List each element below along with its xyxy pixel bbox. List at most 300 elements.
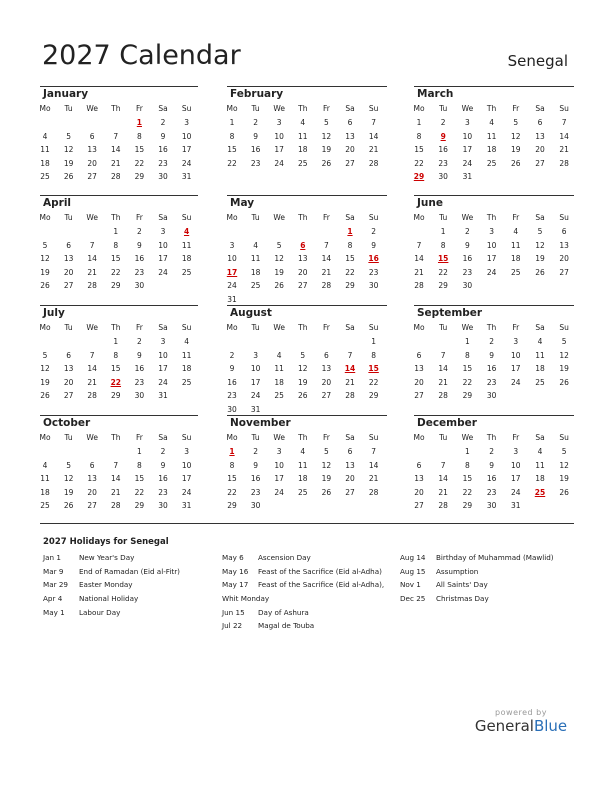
day-cell: 27 (345, 487, 355, 497)
day-cell: 23 (227, 391, 237, 401)
day-cell: 3 (160, 337, 166, 346)
day-cell: 17 (250, 377, 261, 387)
day-cell: 21 (414, 267, 424, 277)
weekday-label: Tu (439, 104, 448, 113)
day-cell: 8 (440, 240, 446, 250)
day-cell: 7 (89, 350, 95, 360)
day-cell: 12 (63, 474, 74, 484)
day-cell: 22 (227, 158, 237, 168)
weekday-label: Fr (135, 213, 143, 222)
day-cell: 10 (486, 240, 497, 250)
day-cell: 1 (371, 337, 376, 346)
day-cell: 2 (160, 447, 166, 456)
day-cell: 12 (535, 240, 545, 250)
day-cell: 24 (274, 487, 284, 497)
holiday-day-cell: 1 (136, 118, 142, 127)
weekday-label: Tu (251, 213, 260, 222)
month-rule (414, 415, 574, 416)
holiday-name: Christmas Day (436, 594, 489, 604)
day-cell: 2 (489, 447, 494, 456)
day-cell: 5 (66, 460, 71, 470)
day-cell: 17 (158, 364, 168, 374)
day-cell: 6 (537, 118, 543, 127)
day-cell: 4 (537, 337, 543, 346)
day-cell: 30 (462, 281, 473, 291)
day-cell: 19 (63, 487, 74, 497)
day-cell: 20 (87, 487, 97, 497)
day-cell: 27 (345, 158, 355, 168)
day-cell: 24 (181, 487, 192, 497)
day-cell: 5 (66, 131, 71, 141)
day-cell: 24 (181, 158, 192, 168)
day-cell: 14 (414, 254, 424, 264)
day-cell: 15 (111, 254, 121, 264)
day-cell: 2 (489, 337, 494, 346)
day-cell: 15 (111, 364, 121, 374)
weekday-label: Sa (535, 323, 545, 332)
month-name: July (43, 307, 65, 319)
weekday-label: Tu (64, 213, 73, 222)
day-cell: 1 (465, 447, 470, 456)
day-cell: 13 (63, 254, 74, 264)
day-cell: 8 (465, 350, 470, 360)
day-cell: 24 (486, 267, 497, 277)
day-cell: 11 (181, 350, 192, 360)
weekday-label: Mo (39, 323, 51, 332)
day-cell: 22 (345, 267, 355, 277)
day-cell: 4 (300, 118, 306, 127)
day-cell: 22 (134, 487, 145, 497)
day-cell: 25 (181, 377, 192, 387)
day-cell: 15 (227, 145, 237, 155)
month-rule (414, 86, 574, 87)
day-cell: 26 (63, 501, 74, 511)
holiday-day-cell: 15 (368, 364, 379, 374)
day-cell: 6 (347, 447, 353, 456)
day-cell: 27 (321, 391, 332, 401)
month-rule (227, 305, 387, 306)
day-cell: 7 (440, 350, 446, 360)
day-cell: 9 (489, 460, 494, 470)
day-cell: 30 (486, 391, 497, 401)
day-cell: 5 (324, 447, 329, 456)
weekday-label: Mo (413, 213, 425, 222)
day-cell: 6 (324, 350, 329, 360)
month-rule (227, 195, 387, 196)
day-cell: 8 (113, 240, 119, 250)
day-cell: 3 (229, 240, 235, 250)
day-cell: 8 (416, 131, 422, 141)
holiday-date: Jun 15 (222, 607, 245, 617)
day-cell: 23 (250, 487, 261, 497)
day-cell: 27 (535, 158, 545, 168)
weekday-label: Sa (345, 104, 355, 113)
day-cell: 27 (298, 281, 308, 291)
month-rule (227, 415, 387, 416)
page-title: 2027 Calendar (42, 40, 241, 71)
day-cell: 1 (113, 337, 119, 346)
holiday-day-cell: 16 (368, 254, 379, 264)
month-name: April (43, 197, 72, 209)
weekday-label: Fr (322, 323, 330, 332)
day-cell: 9 (465, 240, 470, 250)
weekday-label: Mo (39, 213, 51, 222)
day-cell: 26 (559, 377, 569, 387)
day-cell: 4 (42, 131, 48, 141)
weekday-label: Su (368, 433, 379, 442)
day-cell: 24 (511, 487, 521, 497)
day-cell: 20 (535, 145, 545, 155)
day-cell: 12 (321, 131, 332, 141)
day-cell: 20 (559, 254, 569, 264)
day-cell: 9 (371, 240, 376, 250)
day-cell: 6 (561, 227, 567, 236)
day-cell: 19 (63, 158, 74, 168)
day-cell: 13 (87, 145, 97, 155)
day-cell: 13 (298, 254, 308, 264)
weekday-label: Su (181, 213, 192, 222)
day-cell: 29 (462, 501, 473, 511)
weekday-label: Fr (322, 433, 330, 442)
day-cell: 18 (535, 474, 545, 484)
day-cell: 10 (227, 254, 237, 264)
holiday-name: Assumption (436, 566, 479, 576)
weekday-label: Fr (512, 323, 520, 332)
day-cell: 1 (440, 227, 446, 236)
holiday-day-cell: 22 (110, 377, 122, 387)
weekday-label: Mo (413, 433, 425, 442)
day-cell: 2 (371, 227, 376, 236)
day-cell: 17 (274, 145, 284, 155)
day-cell: 10 (250, 364, 261, 374)
weekday-label: Th (111, 104, 121, 113)
day-cell: 25 (181, 267, 192, 277)
day-cell: 17 (462, 145, 473, 155)
day-cell: 4 (300, 447, 306, 456)
holiday-name: Day of Ashura (258, 607, 309, 617)
day-cell: 22 (111, 267, 121, 277)
day-cell: 4 (253, 240, 258, 250)
weekday-label: Fr (512, 104, 520, 113)
weekday-label: Th (486, 323, 497, 332)
day-cell: 31 (250, 405, 261, 414)
day-cell: 31 (462, 172, 473, 182)
holiday-date: May 1 (43, 607, 65, 617)
day-cell: 27 (414, 391, 424, 401)
month-name: August (230, 307, 272, 319)
day-cell: 3 (489, 227, 494, 236)
weekday-label: Mo (39, 104, 51, 113)
day-cell: 15 (345, 254, 355, 264)
month-rule (227, 86, 387, 87)
weekday-label: Su (181, 323, 192, 332)
day-cell: 25 (274, 391, 284, 401)
day-cell: 14 (368, 131, 379, 141)
weekday-label: We (273, 104, 285, 113)
weekday-label: Tu (251, 323, 260, 332)
day-cell: 19 (321, 145, 332, 155)
day-cell: 4 (537, 447, 543, 456)
day-cell: 14 (87, 254, 97, 264)
day-cell: 17 (486, 254, 497, 264)
day-cell: 23 (438, 158, 448, 168)
weekday-label: Tu (251, 433, 260, 442)
day-cell: 27 (559, 267, 569, 277)
day-cell: 8 (371, 350, 376, 360)
day-cell: 3 (513, 447, 519, 456)
day-cell: 13 (321, 364, 332, 374)
day-cell: 31 (511, 501, 521, 511)
weekday-label: We (273, 213, 285, 222)
day-cell: 25 (40, 501, 50, 511)
day-cell: 14 (111, 145, 121, 155)
holiday-day-cell: 9 (440, 131, 446, 141)
day-cell: 20 (63, 377, 74, 387)
day-cell: 12 (40, 364, 50, 374)
day-cell: 25 (250, 281, 261, 291)
day-cell: 13 (63, 364, 74, 374)
day-cell: 10 (462, 131, 473, 141)
day-cell: 9 (160, 460, 166, 470)
day-cell: 16 (250, 145, 261, 155)
day-cell: 4 (184, 337, 189, 346)
weekday-label: We (86, 104, 98, 113)
day-cell: 29 (111, 391, 121, 401)
holiday-name: Easter Monday (79, 580, 133, 590)
day-cell: 11 (298, 460, 308, 470)
day-cell: 15 (134, 145, 145, 155)
brand-general: General (474, 717, 534, 735)
day-cell: 28 (87, 391, 97, 401)
day-cell: 16 (158, 145, 168, 155)
weekday-label: Mo (226, 213, 238, 222)
weekday-label: Fr (512, 433, 520, 442)
day-cell: 15 (462, 364, 473, 374)
weekday-label: Tu (64, 323, 73, 332)
day-cell: 27 (414, 501, 424, 511)
day-cell: 19 (274, 267, 284, 277)
day-cell: 29 (462, 391, 473, 401)
day-cell: 9 (137, 350, 142, 360)
day-cell: 30 (438, 172, 448, 182)
day-cell: 21 (559, 145, 569, 155)
day-cell: 24 (462, 158, 473, 168)
holiday-date: Apr 4 (43, 594, 63, 604)
holiday-date: Mar 29 (43, 580, 68, 590)
day-cell: 7 (113, 460, 119, 470)
holiday-date: Aug 14 (400, 553, 426, 562)
weekday-label: Th (111, 433, 121, 442)
weekday-label: Th (298, 213, 308, 222)
holiday-date: Nov 1 (400, 580, 421, 590)
weekday-label: Fr (135, 323, 143, 332)
day-cell: 28 (368, 158, 379, 168)
weekday-label: Fr (322, 104, 330, 113)
day-cell: 22 (438, 267, 448, 277)
day-cell: 27 (63, 391, 74, 401)
day-cell: 1 (416, 118, 422, 127)
day-cell: 3 (513, 337, 519, 346)
day-cell: 7 (89, 240, 95, 250)
day-cell: 1 (137, 447, 142, 456)
day-cell: 7 (371, 447, 376, 456)
day-cell: 13 (87, 474, 97, 484)
day-cell: 10 (274, 131, 284, 141)
day-cell: 30 (134, 391, 145, 401)
day-cell: 6 (66, 240, 71, 250)
month-name: September (417, 307, 483, 319)
day-cell: 15 (414, 145, 424, 155)
weekday-label: Tu (64, 104, 73, 113)
day-cell: 16 (158, 474, 168, 484)
day-cell: 29 (134, 501, 145, 511)
day-cell: 23 (486, 377, 497, 387)
day-cell: 18 (181, 254, 192, 264)
weekday-label: Th (486, 213, 497, 222)
day-cell: 17 (274, 474, 284, 484)
day-cell: 22 (462, 487, 473, 497)
day-cell: 21 (321, 267, 332, 277)
day-cell: 29 (227, 501, 237, 511)
day-cell: 25 (40, 172, 50, 182)
day-cell: 19 (559, 364, 569, 374)
day-cell: 5 (324, 118, 329, 127)
holiday-name: All Saints' Day (436, 580, 488, 590)
day-cell: 7 (561, 118, 567, 127)
month-rule (40, 86, 198, 87)
day-cell: 12 (298, 364, 308, 374)
day-cell: 3 (276, 118, 282, 127)
weekday-label: Su (181, 433, 192, 442)
day-cell: 9 (253, 460, 258, 470)
holiday-name: Magal de Touba (258, 621, 315, 631)
day-cell: 15 (227, 474, 237, 484)
weekday-label: Mo (226, 323, 238, 332)
day-cell: 17 (511, 364, 521, 374)
day-cell: 23 (486, 487, 497, 497)
weekday-label: Su (368, 323, 379, 332)
day-cell: 23 (368, 267, 379, 277)
day-cell: 16 (486, 364, 497, 374)
day-cell: 24 (158, 377, 168, 387)
weekday-label: Tu (439, 213, 448, 222)
day-cell: 23 (134, 267, 145, 277)
weekday-label: Sa (535, 104, 545, 113)
day-cell: 19 (40, 377, 50, 387)
day-cell: 25 (535, 377, 545, 387)
day-cell: 6 (347, 118, 353, 127)
weekday-label: We (86, 433, 98, 442)
day-cell: 7 (416, 240, 422, 250)
day-cell: 5 (561, 337, 567, 346)
day-cell: 29 (368, 391, 379, 401)
day-cell: 18 (298, 145, 308, 155)
weekday-label: We (86, 213, 98, 222)
weekday-label: Su (368, 213, 379, 222)
weekday-label: Th (298, 433, 308, 442)
day-cell: 6 (89, 460, 95, 470)
day-cell: 16 (134, 364, 145, 374)
day-cell: 17 (158, 254, 168, 264)
day-cell: 10 (158, 350, 168, 360)
day-cell: 14 (438, 474, 448, 484)
day-cell: 12 (63, 145, 74, 155)
day-cell: 8 (113, 350, 119, 360)
day-cell: 17 (511, 474, 521, 484)
day-cell: 2 (229, 350, 235, 360)
day-cell: 12 (321, 460, 332, 470)
day-cell: 21 (345, 377, 355, 387)
day-cell: 29 (134, 172, 145, 182)
day-cell: 10 (181, 460, 192, 470)
weekday-label: We (86, 323, 98, 332)
day-cell: 10 (181, 131, 192, 141)
day-cell: 3 (465, 118, 470, 127)
day-cell: 13 (345, 460, 355, 470)
month-rule (40, 195, 198, 196)
day-cell: 28 (438, 391, 448, 401)
holiday-day-cell: 6 (300, 240, 306, 250)
day-cell: 16 (486, 474, 497, 484)
weekday-label: Sa (535, 433, 545, 442)
day-cell: 7 (113, 131, 119, 141)
day-cell: 3 (160, 227, 166, 236)
day-cell: 28 (111, 172, 121, 182)
day-cell: 2 (253, 447, 258, 456)
day-cell: 7 (347, 350, 353, 360)
day-cell: 3 (253, 350, 258, 360)
day-cell: 30 (368, 281, 379, 291)
brand-logo (473, 708, 569, 735)
day-cell: 20 (321, 377, 332, 387)
day-cell: 6 (89, 131, 95, 141)
day-cell: 30 (227, 405, 237, 414)
day-cell: 18 (298, 474, 308, 484)
day-cell: 26 (511, 158, 521, 168)
weekday-label: Tu (251, 104, 260, 113)
month-name: May (230, 197, 255, 209)
day-cell: 20 (414, 487, 424, 497)
day-cell: 19 (321, 474, 332, 484)
day-cell: 20 (345, 474, 355, 484)
weekday-label: Sa (535, 213, 545, 222)
holiday-day-cell: 1 (229, 447, 235, 456)
day-cell: 31 (227, 295, 237, 304)
weekday-label: Su (559, 433, 569, 442)
day-cell: 11 (250, 254, 261, 264)
day-cell: 21 (438, 377, 448, 387)
day-cell: 10 (511, 460, 521, 470)
day-cell: 20 (345, 145, 355, 155)
day-cell: 9 (253, 131, 258, 141)
month-name: February (230, 88, 284, 100)
weekday-label: Fr (135, 104, 143, 113)
month-rule (414, 305, 574, 306)
day-cell: 7 (371, 118, 376, 127)
day-cell: 16 (462, 254, 473, 264)
day-cell: 5 (561, 447, 567, 456)
day-cell: 30 (158, 172, 168, 182)
day-cell: 30 (134, 281, 145, 291)
day-cell: 28 (111, 501, 121, 511)
divider (40, 523, 574, 524)
holiday-date: May 6 (222, 553, 244, 562)
day-cell: 8 (229, 131, 235, 141)
weekday-label: Tu (439, 433, 448, 442)
day-cell: 4 (513, 227, 519, 236)
day-cell: 21 (111, 158, 121, 168)
day-cell: 11 (535, 350, 545, 360)
